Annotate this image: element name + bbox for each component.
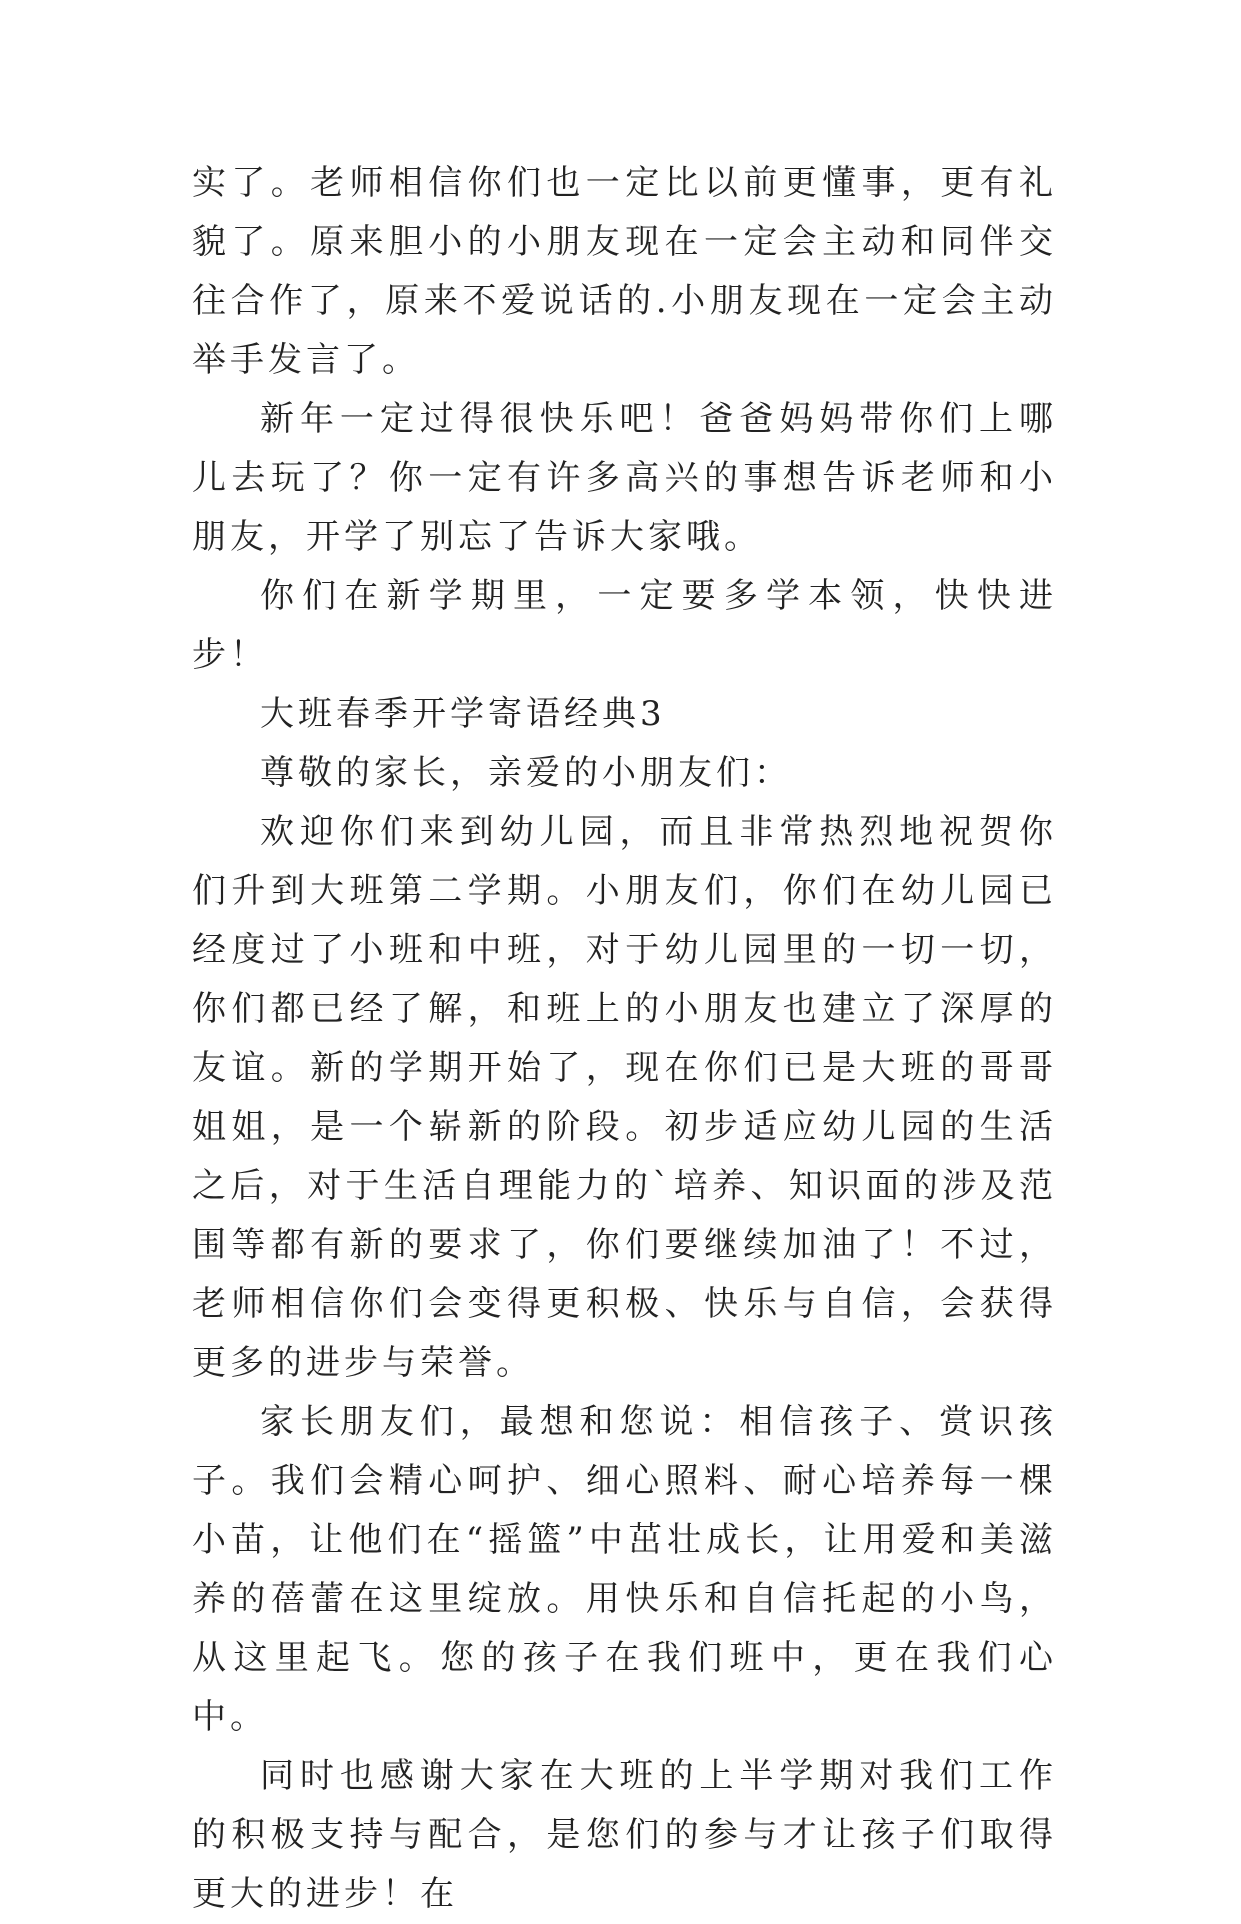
paragraph-thanks: 同时也感谢大家在大班的上半学期对我们工作的积极支持与配合，是您们的参与才让孩子们取得更大的进步！在 [192,1756,1057,1914]
document-body [192,154,1057,1924]
paragraph-new-year: 新年一定过得很快乐吧！爸爸妈妈带你们上哪儿去玩了？你一定有许多高兴的事想告诉老师和小朋友，开学了别忘了告诉大家哦。 [192,399,1057,557]
paragraph-welcome: 欢迎你们来到幼儿园，而且非常热烈地祝贺你们升到大班第二学期。小朋友们，你们在幼儿园已经度过了小班和中班，对于幼儿园里的一切一切，你们都已经了解，和班上的小朋友也建立了深厚的友谊。新的学期开始了，现在你们已是大班的哥哥姐姐，是一个崭新的阶段。初步适应幼儿园的生活之后，对于生活自理能力的`培养、知识面的涉及范围等都有新的要求了，你们要继续加油了！不过，老师相信你们会变得更积极、快乐与自信，会获得更多的进步与荣誉。 [192,812,1057,1383]
paragraph-parents: 家长朋友们，最想和您说：相信孩子、赏识孩子。我们会精心呵护、细心照料、耐心培养每一棵小苗，让他们在“摇篮”中茁壮成长，让用爱和美滋养的蓓蕾在这里绽放。用快乐和自信托起的小鸟，从这里起飞。您的孩子在我们班中，更在我们心中。 [192,1402,1057,1737]
salutation: 尊敬的家长，亲爱的小朋友们： [260,753,792,793]
section-heading: 大班春季开学寄语经典3 [260,694,666,734]
paragraph-continued: 实了。老师相信你们也一定比以前更懂事，更有礼貌了。原来胆小的小朋友现在一定会主动和同伴交往合作了，原来不爱说话的.小朋友现在一定会主动举手发言了。 [192,163,1057,380]
paragraph-new-semester: 你们在新学期里，一定要多学本领，快快进步！ [192,576,1057,675]
